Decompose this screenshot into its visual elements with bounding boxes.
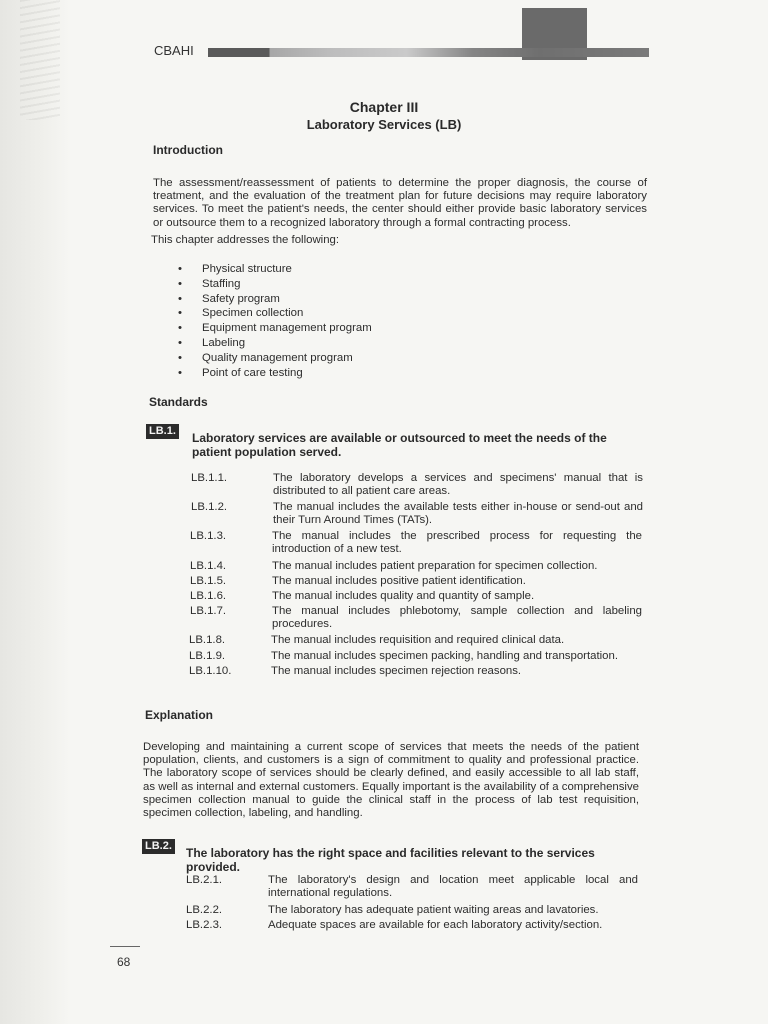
explanation-heading: Explanation bbox=[145, 708, 214, 722]
item-text: The manual includes phlebotomy, sample collection and labeling procedures. bbox=[272, 605, 642, 630]
measurable-element bbox=[190, 560, 645, 574]
measurable-element bbox=[189, 634, 644, 648]
item-text: The manual includes the prescribed process for requesting the introduction of a new test. bbox=[272, 530, 642, 555]
item-code: LB.2.1. bbox=[186, 874, 223, 886]
item-code: LB.1.7. bbox=[190, 605, 227, 617]
chapter-title: Laboratory Services (LB) bbox=[306, 117, 462, 132]
measurable-element bbox=[191, 472, 646, 500]
chapter-number: Chapter III bbox=[349, 99, 419, 115]
item-text: The laboratory's design and location meet applicable local and international regulations. bbox=[268, 874, 638, 899]
footer-rule bbox=[110, 946, 140, 947]
introduction-lead: This chapter addresses the following: bbox=[151, 234, 340, 246]
list-item: • Specimen collection bbox=[178, 306, 372, 321]
item-code: LB.1.2. bbox=[191, 501, 228, 513]
measurable-element bbox=[190, 575, 645, 589]
item-text: The laboratory develops a services and specimens' manual that is distributed to all patient care areas. bbox=[273, 472, 643, 497]
introduction-paragraph: The assessment/reassessment of patients to determine the proper diagnosis, the course of treatment, and the evaluation of the treatment plan for future decisions may require laboratory services. To meet the patient's needs, the center should either provide basic laboratory services or outsource them to a recognized laboratory through a formal contracting process. bbox=[153, 177, 647, 229]
measurable-element bbox=[190, 605, 645, 633]
item-text: The laboratory has adequate patient waiting areas and lavatories. bbox=[268, 904, 599, 916]
item-text: The manual includes quality and quantity of sample. bbox=[272, 590, 535, 602]
standard-title: Laboratory services are available or outsourced to meet the needs of the patient population served. bbox=[192, 431, 607, 459]
item-text: Adequate spaces are available for each laboratory activity/section. bbox=[268, 919, 603, 931]
measurable-element bbox=[190, 590, 645, 604]
list-item: • Labeling bbox=[178, 336, 372, 351]
list-item: • Physical structure bbox=[178, 262, 372, 277]
list-item: • Point of care testing bbox=[178, 366, 372, 381]
header-decor-bar bbox=[208, 48, 649, 57]
item-text: The manual includes requisition and required clinical data. bbox=[271, 634, 565, 646]
measurable-element bbox=[191, 501, 646, 529]
explanation-paragraph: Developing and maintaining a current scope of services that meets the needs of the patient population, clients, and customers is a sign of commitment to quality and professional practice. The laboratory scope of services should be clearly defined, and easily accessible to all lab staff, as well as internal and external customers. Equally important is the availability of a comprehensive specimen collection manual to guide the clinical staff in the process of lab test requisition, specimen collection, labeling, and handling. bbox=[143, 741, 639, 820]
scan-edge-shadow bbox=[0, 0, 70, 1024]
item-code: LB.1.3. bbox=[190, 530, 227, 542]
standard-badge: LB.1. bbox=[146, 424, 179, 439]
item-code: LB.1.1. bbox=[191, 472, 228, 484]
measurable-element bbox=[189, 650, 644, 664]
topics-list bbox=[178, 262, 372, 380]
item-code: LB.1.10. bbox=[189, 665, 232, 677]
standards-heading: Standards bbox=[149, 395, 208, 409]
item-code: LB.2.2. bbox=[186, 904, 223, 916]
page-number: 68 bbox=[117, 955, 131, 969]
item-code: LB.1.5. bbox=[190, 575, 227, 587]
measurable-element bbox=[186, 874, 641, 902]
measurable-element bbox=[190, 530, 645, 558]
item-text: The manual includes specimen rejection reasons. bbox=[271, 665, 522, 677]
item-code: LB.1.6. bbox=[190, 590, 227, 602]
item-code: LB.1.9. bbox=[189, 650, 226, 662]
item-text: The manual includes patient preparation for specimen collection. bbox=[272, 560, 598, 572]
item-code: LB.2.3. bbox=[186, 919, 223, 931]
item-code: LB.1.8. bbox=[189, 634, 226, 646]
introduction-heading: Introduction bbox=[153, 143, 223, 157]
measurable-element bbox=[186, 919, 641, 933]
item-code: LB.1.4. bbox=[190, 560, 227, 572]
item-text: The manual includes the available tests either in-house or send-out and their Turn Around Times (TATs). bbox=[273, 501, 643, 526]
list-item: • Equipment management program bbox=[178, 321, 372, 336]
standard-title: The laboratory has the right space and facilities relevant to the services provided. bbox=[186, 846, 595, 874]
item-text: The manual includes positive patient identification. bbox=[272, 575, 526, 587]
measurable-element bbox=[189, 665, 644, 679]
list-item: • Quality management program bbox=[178, 351, 372, 366]
list-item: • Staffing bbox=[178, 277, 372, 292]
measurable-element bbox=[186, 904, 641, 918]
item-text: The manual includes specimen packing, handling and transportation. bbox=[271, 650, 618, 662]
standard-badge: LB.2. bbox=[142, 839, 175, 854]
list-item: • Safety program bbox=[178, 292, 372, 307]
header-label: CBAHI bbox=[154, 43, 194, 58]
